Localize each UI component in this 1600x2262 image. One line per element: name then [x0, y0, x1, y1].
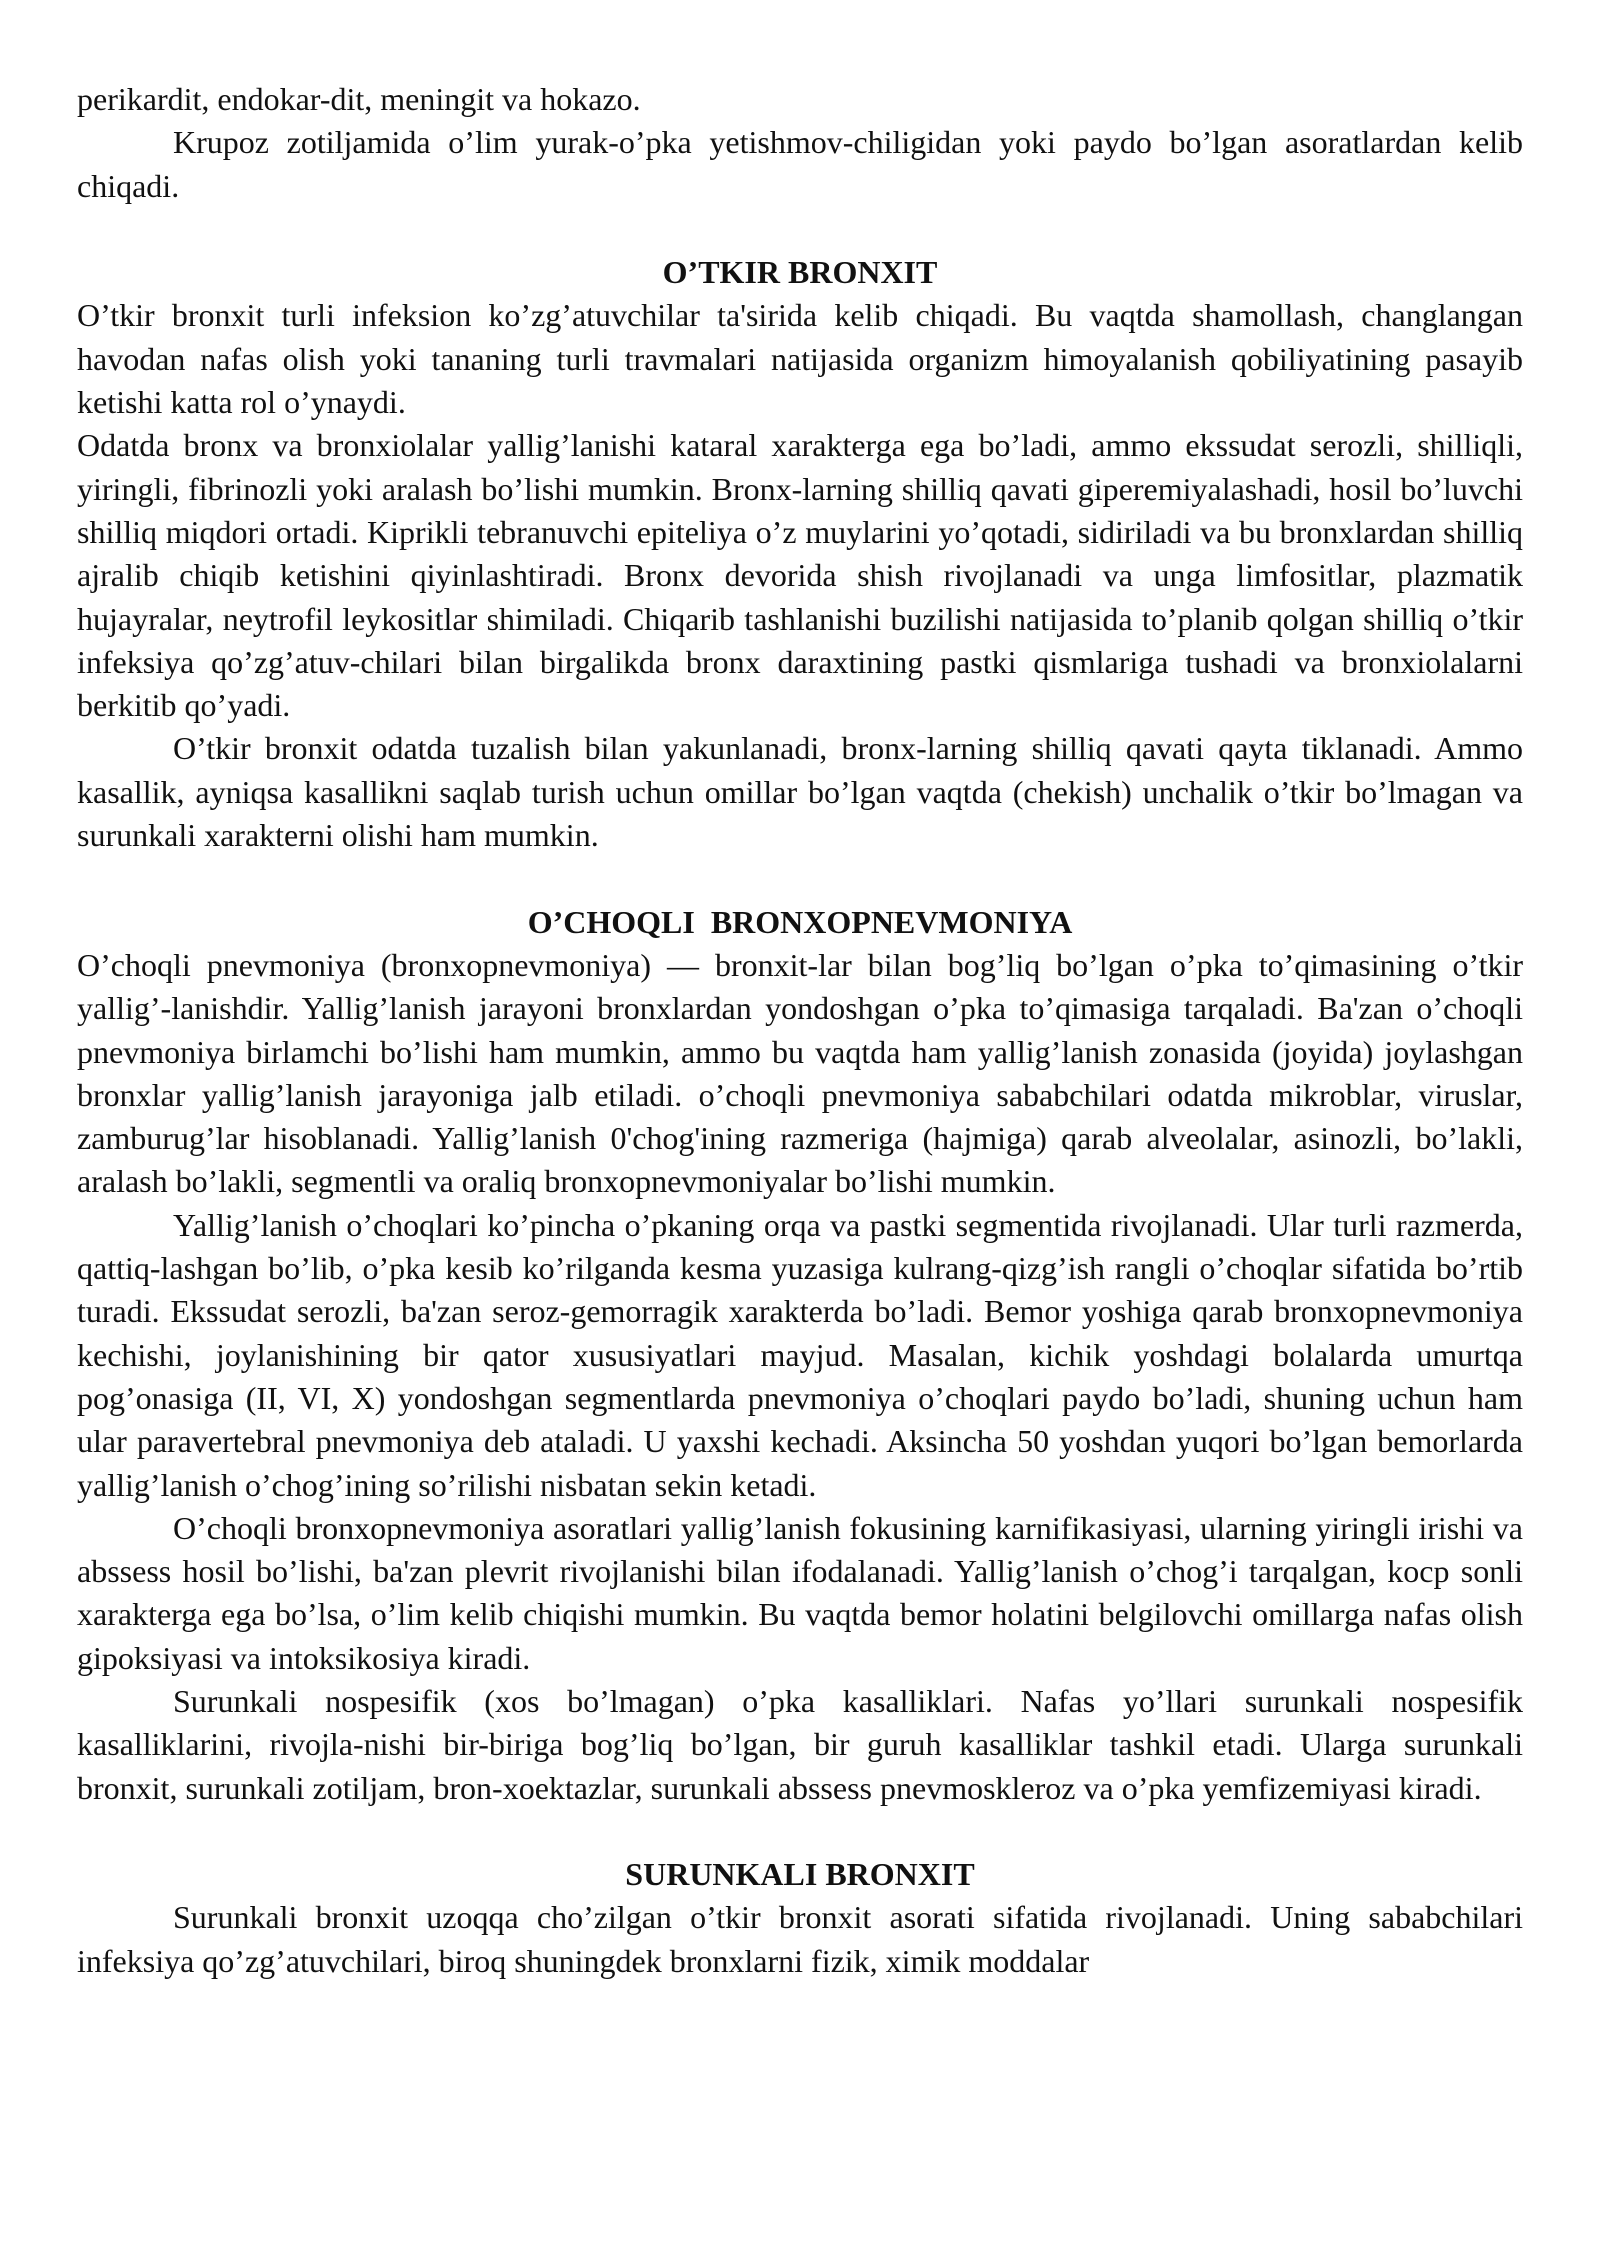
paragraph-surunkali-bronxit: Surunkali bronxit uzoqqa cho’zilgan o’tkir bronxit asorati sifatida rivojlanadi. Uning sababchilari infeksiya qo’zg’atuvchilari, biroq shuningdek bronxlarni fizik, ximik moddalar [77, 1899, 1523, 1979]
paragraph-krupoz: Krupoz zotiljamida o’lim yurak-o’pka yetishmov-chiligidan yoki paydo bo’lgan asoratlardan kelib chiqadi. [77, 124, 1523, 204]
section-gap [77, 857, 1523, 900]
paragraph-surunkali-nospesifik: Surunkali nospesifik (xos bo’lmagan) o’pka kasalliklari. Nafas yo’llari surunkali nospesifik kasalliklarini, rivojla-nishi bir-biriga bog’liq bo’lgan, bir guruh kasalliklar tashkil etadi. Ularga surunkali bronxit, surunkali zotiljam, bron-xoektazlar, surunkali abssess pnevmoskleroz va o’pka yemfizemiyasi kiradi. [77, 1682, 1523, 1806]
heading-ochoqli-bronxopnevmoniya: O’CHOQLI BRONXOPNEVMONIYA [527, 903, 1073, 940]
document-page [77, 78, 1523, 1983]
paragraph-ochoqli-intro: O’choqli pnevmoniya (bronxopnevmoniya) — bronxit-lar bilan bog’liq bo’lgan o’pka to’qimasining o’tkir yallig’-lanishdir. Yallig’lanish jarayoni bronxlardan yondoshgan o’pka to’qimasiga tarqaladi. Ba'zan o’choqli pnevmoniya birlamchi bo’lishi ham mumkin, ammo bu vaqtda ham yallig’lanish zonasida (joyida) joylashgan bronxlar yallig’lanish jarayoniga jalb etiladi. o’choqli pnevmoniya sababchilari odatda mikroblar, viruslar, zamburug’lar hisoblanadi. Yallig’lanish 0'chog'ining razmeriga (hajmiga) qarab alveolalar, asinozli, bo’lakli, aralash bo’lakli, segmentli va oraliq bronxopnevmoniyalar bo’lishi mumkin. [77, 946, 1523, 1200]
section-gap [77, 1810, 1523, 1853]
paragraph-ochoqli-foci: Yallig’lanish o’choqlari ko’pincha o’pkaning orqa va pastki segmentida rivojlanadi. Ular turli razmerda, qattiq-lashgan bo’lib, o’pka kesib ko’rilganda kesma yuzasiga kulrang-qizg’ish rangli o’choqlar sifatida bo’rtib turadi. Ekssudat serozli, ba'zan seroz-gemorragik xarakterda bo’ladi. Bemor yoshiga qarab bronxopnevmoniya kechishi, joylanishining bir qator xususiyatlari mayjud. Masalan, kichik yoshdagi bolalarda umurtqa pog’onasiga (II, VI, X) yondoshgan segmentlarda pnevmoniya o’choqlari paydo bo’ladi, shuning uchun ham ular paravertebral pnevmoniya deb ataladi. U yaxshi kechadi. Aksincha 50 yoshdan yuqori bo’lgan bemorlarda yallig’lanish o’chog’ining so’rilishi nisbatan sekin ketadi. [77, 1206, 1523, 1503]
paragraph-otkir-outcome: O’tkir bronxit odatda tuzalish bilan yakunlanadi, bronx-larning shilliq qavati qayta tiklanadi. Ammo kasallik, ayniqsa kasallikni saqlab turish uchun omillar bo’lgan vaqtda (chekish) unchalik o’tkir bo’lmagan va surunkali xarakterni olishi ham mumkin. [77, 730, 1523, 854]
paragraph-otkir-pathology: Odatda bronx va bronxiolalar yallig’lanishi kataral xarakterga ega bo’ladi, ammo ekssudat serozli, shilliqli, yiringli, fibrinozli yoki aralash bo’lishi mumkin. Bronx-larning shilliq qavati giperemiyalashadi, hosil bo’luvchi shilliq miqdori ortadi. Kiprikli tebranuvchi epiteliya o’z muylarini yo’qotadi, sidiriladi va bu bronxlardan shilliq ajralib chiqib ketishini qiyinlashtiradi. Bronx devorida shish rivojlanadi va unga limfositlar, plazmatik hujayralar, neytrofil leykositlar shimiladi. Chiqarib tashlanishi buzilishi natijasida to’planib qolgan shilliq o’tkir infeksiya qo’zg’atuv-chilari bilan birgalikda bronx daraxtining pastki qismlariga tushadi va bronxiolalarni berkitib qo’yadi. [77, 427, 1523, 724]
heading-surunkali-bronxit: SURUNKALI BRONXIT [625, 1856, 975, 1893]
paragraph-continuation: perikardit, endokar-dit, meningit va hokazo. [77, 81, 641, 117]
paragraph-otkir-intro: O’tkir bronxit turli infeksion ko’zg’atuvchilar ta'sirida kelib chiqadi. Bu vaqtda shamollash, changlangan havodan nafas olish yoki tananing turli travmalari natijasida organizm himoyalanish qobiliyatining pasayib ketishi katta rol o’ynaydi. [77, 297, 1523, 421]
section-gap [77, 208, 1523, 251]
paragraph-ochoqli-complications: O’choqli bronxopnevmoniya asoratlari yallig’lanish fokusining karnifikasiyasi, ularning yiringli irishi va abssess hosil bo’lishi, ba'zan plevrit rivojlanishi bilan ifodalanadi. Yallig’lanish o’chog’i tarqalgan, kocp sonli xarakterga ega bo’lsa, o’lim kelib chiqishi mumkin. Bu vaqtda bemor holatini belgilovchi omillarga nafas olish gipoksiyasi va intoksikosiya kiradi. [77, 1509, 1523, 1676]
heading-otkir-bronxit: O’TKIR BRONXIT [662, 254, 938, 291]
